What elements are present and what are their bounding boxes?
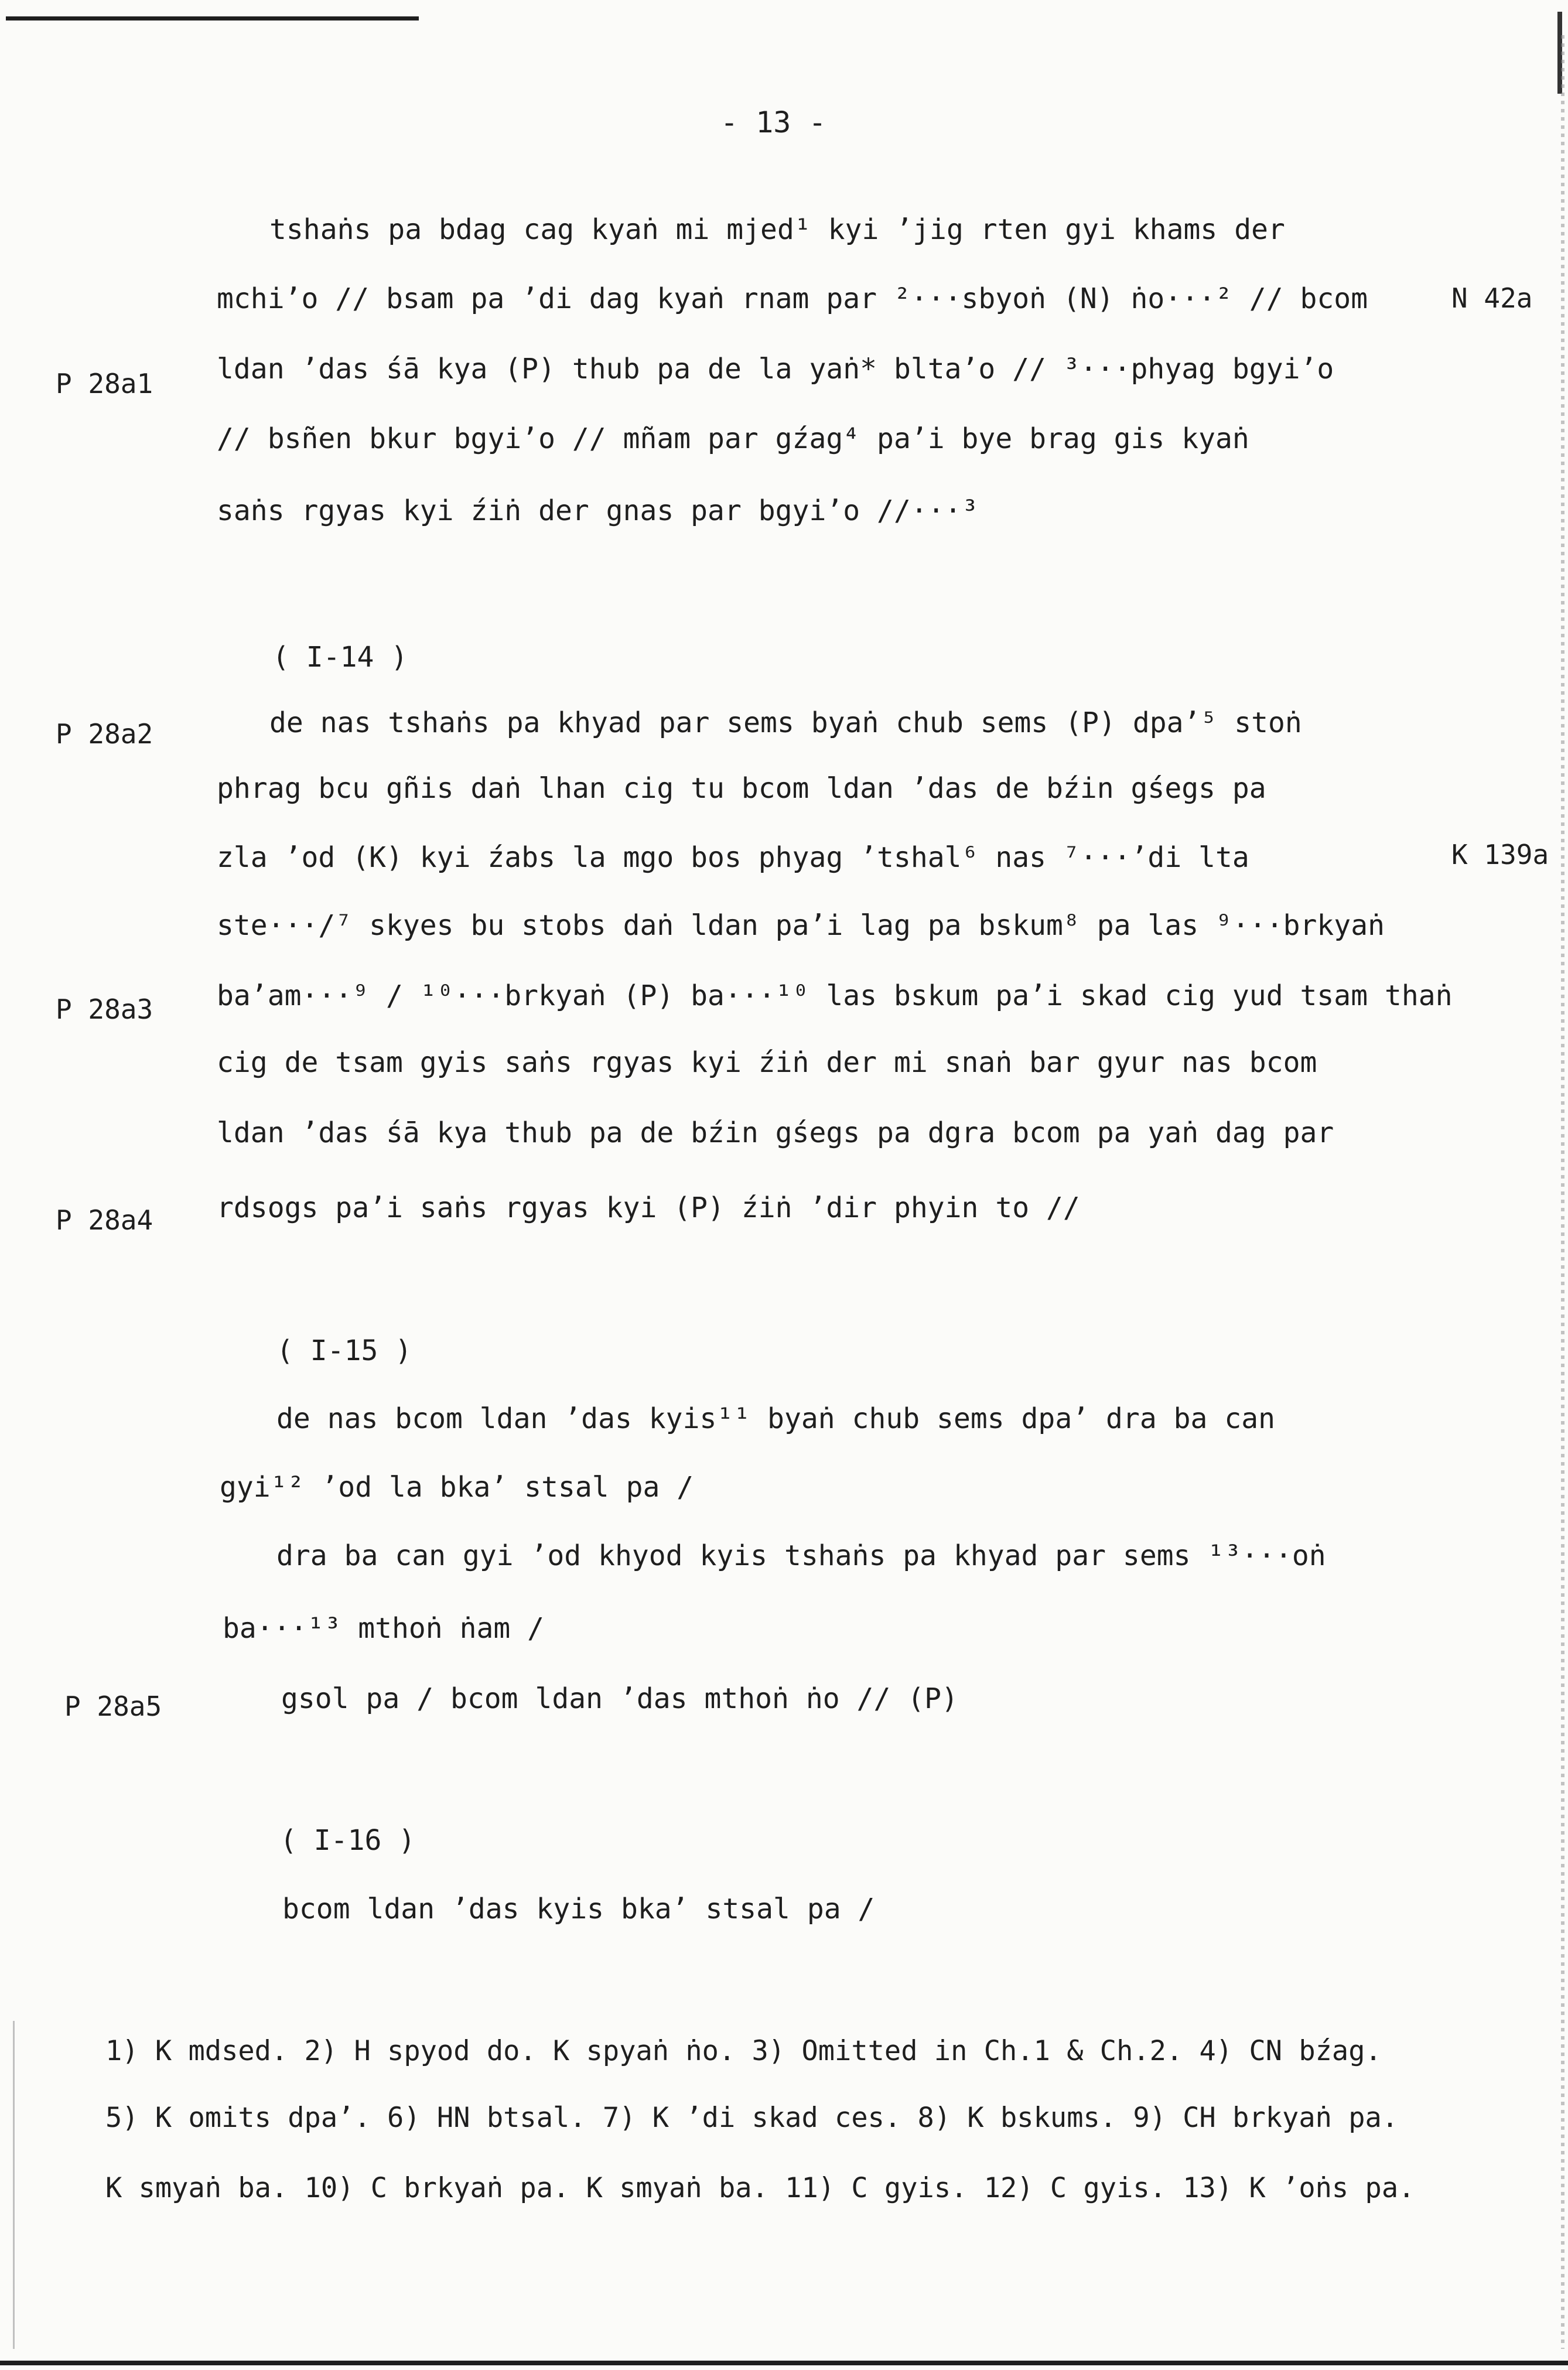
text-line: ldan ʼdas śā kya (P) thub pa de la yaṅ* bltaʼo // ³···phyag bgyiʼo — [217, 353, 1334, 385]
margin-reference: P 28a5 — [64, 1691, 162, 1722]
scan-edge-left — [13, 2021, 15, 2349]
page-number: - 13 - — [720, 105, 826, 139]
text-line: cig de tsam gyis saṅs rgyas kyi źiṅ der mi snaṅ bar gyur nas bcom — [217, 1046, 1317, 1079]
text-line: gyi¹² ʼod la bkaʼ stsal pa / — [220, 1471, 694, 1504]
text-line: // bsñen bkur bgyiʼo // mñam par gźag⁴ paʼi bye brag gis kyaṅ — [217, 422, 1249, 455]
text-line: de nas bcom ldan ʼdas kyis¹¹ byaṅ chub sems dpaʼ dra ba can — [276, 1402, 1276, 1435]
section-heading: ( I-16 ) — [280, 1824, 416, 1857]
text-line: baʼam···⁹ / ¹⁰···brkyaṅ (P) ba···¹⁰ las bskum paʼi skad cig yud tsam thaṅ — [217, 979, 1453, 1012]
footnote-line: K smyaṅ ba. 10) C brkyaṅ pa. K smyaṅ ba. 11) C gyis. 12) C gyis. 13) K ʼoṅs pa. — [105, 2172, 1415, 2204]
footnote-line: 5) K omits dpaʼ. 6) HN btsal. 7) K ʼdi skad ces. 8) K bskums. 9) CH brkyaṅ pa. — [105, 2102, 1399, 2134]
scan-edge-right — [1561, 35, 1564, 2349]
text-line: phrag bcu gñis daṅ lhan cig tu bcom ldan ʼdas de bźin gśegs pa — [217, 772, 1266, 805]
text-line: bcom ldan ʼdas kyis bkaʼ stsal pa / — [282, 1893, 875, 1925]
section-heading: ( I-14 ) — [272, 641, 408, 674]
text-line: de nas tshaṅs pa khyad par sems byaṅ chub sems (P) dpaʼ⁵ stoṅ — [269, 706, 1302, 739]
margin-reference: P 28a3 — [56, 993, 153, 1025]
text-line: ba···¹³ mthoṅ ṅam / — [223, 1612, 545, 1645]
text-line: ldan ʼdas śā kya thub pa de bźin gśegs pa dgra bcom pa yaṅ dag par — [217, 1116, 1334, 1149]
text-line: zla ʼod (K) kyi źabs la mgo bos phyag ʼtshal⁶ nas ⁷···ʼdi lta — [217, 841, 1249, 874]
margin-reference: K 139a — [1451, 839, 1549, 870]
text-line: tshaṅs pa bdag cag kyaṅ mi mjed¹ kyi ʼjig rten gyi khams der — [269, 213, 1285, 246]
text-line: dra ba can gyi ʼod khyod kyis tshaṅs pa khyad par sems ¹³···oṅ — [276, 1539, 1326, 1572]
text-line: rdsogs paʼi saṅs rgyas kyi (P) źiṅ ʼdir phyin to // — [217, 1191, 1080, 1224]
margin-reference: P 28a1 — [56, 368, 153, 399]
section-heading: ( I-15 ) — [276, 1334, 412, 1367]
margin-reference: N 42a — [1451, 282, 1533, 314]
margin-reference: P 28a4 — [56, 1204, 153, 1236]
margin-reference: P 28a2 — [56, 718, 153, 750]
text-line: gsol pa / bcom ldan ʼdas mthoṅ ṅo // (P) — [281, 1682, 958, 1715]
top-rule — [6, 16, 419, 21]
footnote-line: 1) K mdsed. 2) H spyod do. K spyaṅ ṅo. 3) Omitted in Ch.1 & Ch.2. 4) CN bźag. — [105, 2035, 1382, 2067]
text-line: ste···/⁷ skyes bu stobs daṅ ldan paʼi lag pa bskum⁸ pa las ⁹···brkyaṅ — [217, 909, 1385, 942]
text-line: mchiʼo // bsam pa ʼdi dag kyaṅ rnam par ²···sbyoṅ (N) ṅo···² // bcom — [217, 282, 1368, 315]
bottom-rule — [0, 2361, 1568, 2365]
text-line: saṅs rgyas kyi źiṅ der gnas par bgyiʼo //···³ — [217, 494, 979, 527]
